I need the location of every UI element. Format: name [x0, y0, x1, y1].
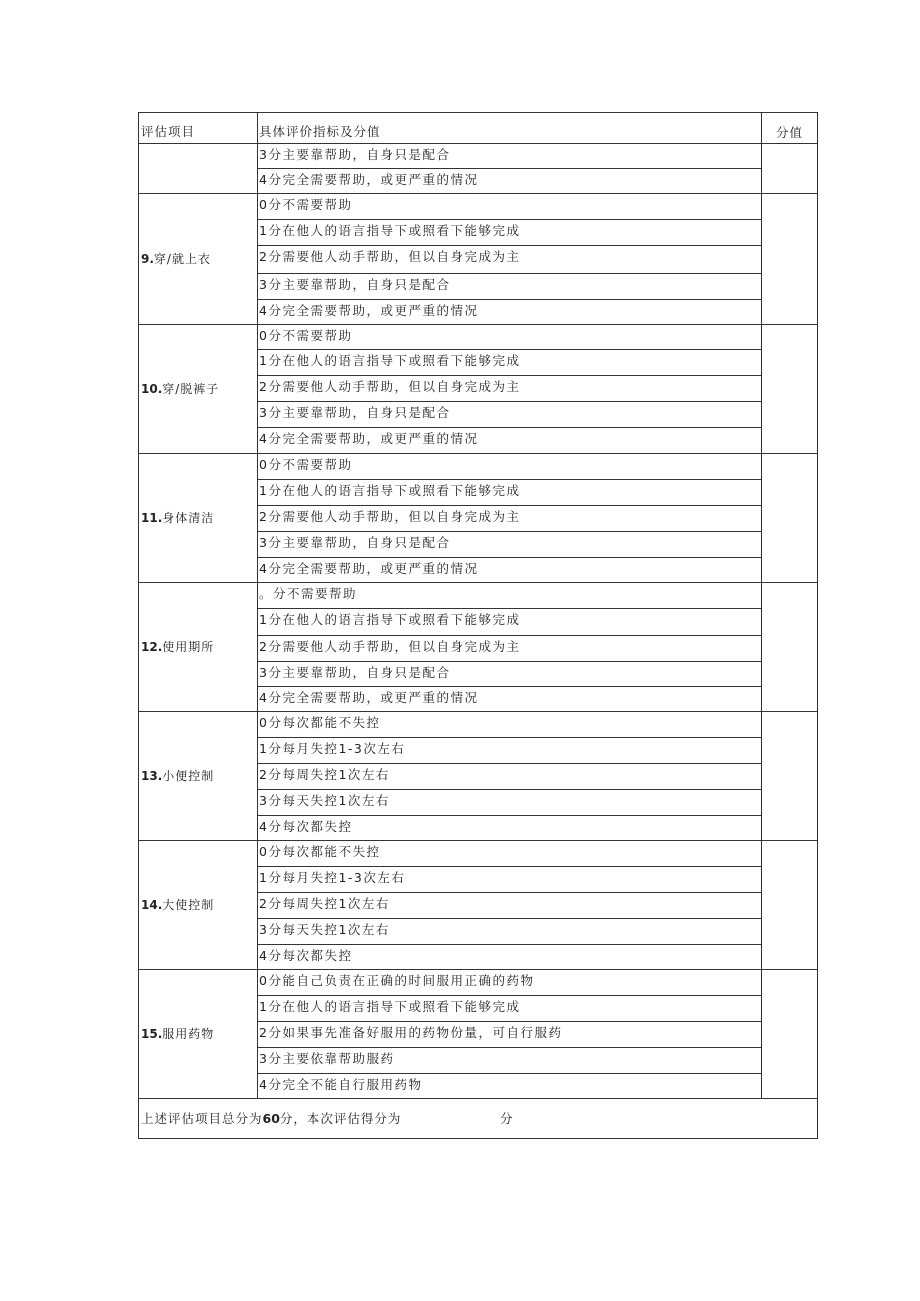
- criteria-text: 3分每天失控1次左右: [259, 793, 390, 808]
- criteria-text: 4分每次都失控: [259, 948, 353, 963]
- criteria-divider: [257, 737, 761, 738]
- item-number: 13.: [141, 769, 163, 783]
- total-suffix: 分: [500, 1111, 514, 1126]
- criteria-divider: [257, 531, 761, 532]
- criteria-divider: [257, 479, 761, 480]
- total-middle: 分，本次评估得分为: [279, 1111, 402, 1126]
- item-number: 15.: [141, 1027, 163, 1041]
- criteria-text: 4分每次都失控: [259, 819, 353, 834]
- criteria-text: 3分主要靠帮助，自身只是配合: [259, 535, 451, 550]
- item-number: 14.: [141, 898, 163, 912]
- item-label: [141, 897, 214, 913]
- criteria-text: 。分不需要帮助: [259, 586, 358, 601]
- criteria-divider: [257, 219, 761, 220]
- criteria-text: 3分主要靠帮助，自身只是配合: [259, 277, 451, 292]
- header-divider: [139, 143, 817, 144]
- group-divider: [139, 840, 817, 841]
- item-name: 穿/脱裤子: [162, 382, 220, 396]
- group-divider: [139, 324, 817, 325]
- header-item: 评估项目: [141, 124, 196, 139]
- criteria-divider: [257, 892, 761, 893]
- header-score: 分值: [776, 125, 804, 140]
- item-name: 穿/就上衣: [153, 252, 211, 266]
- criteria-text: 0分每次都能不失控: [259, 844, 381, 859]
- item-number: 10.: [141, 382, 163, 396]
- group-divider: [139, 582, 817, 583]
- criteria-text: 0分不需要帮助: [259, 328, 353, 343]
- criteria-text: 4分完全需要帮助，或更严重的情况: [259, 172, 479, 187]
- criteria-divider: [257, 815, 761, 816]
- criteria-text: 1分在他人的语言指导下或照看下能够完成: [259, 223, 521, 238]
- criteria-text: 3分主要靠帮助，自身只是配合: [259, 405, 451, 420]
- criteria-text: 1分在他人的语言指导下或照看下能够完成: [259, 612, 521, 627]
- item-label: [141, 768, 214, 784]
- criteria-text: 0分能自己负责在正确的时间服用正确的药物: [259, 973, 535, 988]
- criteria-divider: [257, 375, 761, 376]
- item-name: 小便控制: [162, 769, 215, 783]
- criteria-text: 0分每次都能不失控: [259, 715, 381, 730]
- criteria-text: 2分需要他人动手帮助，但以自身完成为主: [259, 509, 521, 524]
- criteria-text: 0分不需要帮助: [259, 457, 353, 472]
- item-label: [141, 1026, 214, 1042]
- criteria-divider: [257, 608, 761, 609]
- item-name: 使用期所: [162, 640, 215, 654]
- item-number: 11.: [141, 511, 163, 525]
- criteria-text: 2分需要他人动手帮助，但以自身完成为主: [259, 639, 521, 654]
- item-name: 大使控制: [162, 898, 215, 912]
- criteria-text: 1分在他人的语言指导下或照看下能够完成: [259, 353, 521, 368]
- criteria-text: 4分完全不能自行服用药物: [259, 1077, 423, 1092]
- item-name: 服用药物: [162, 1027, 215, 1041]
- criteria-text: 4分完全需要帮助，或更严重的情况: [259, 561, 479, 576]
- criteria-divider: [257, 401, 761, 402]
- criteria-text: 4分完全需要帮助，或更严重的情况: [259, 303, 479, 318]
- item-name: 身体清洁: [162, 511, 215, 525]
- criteria-text: 2分需要他人动手帮助，但以自身完成为主: [259, 249, 521, 264]
- criteria-divider: [257, 995, 761, 996]
- criteria-divider: [257, 1047, 761, 1048]
- group-divider: [139, 453, 817, 454]
- total-max-score: 60: [262, 1111, 280, 1126]
- criteria-divider: [257, 349, 761, 350]
- criteria-divider: [257, 661, 761, 662]
- criteria-text: 0分不需要帮助: [259, 197, 353, 212]
- criteria-text: 2分如果事先准备好服用的药物份量，可自行服药: [259, 1025, 563, 1040]
- criteria-divider: [257, 299, 761, 300]
- divider-item-criteria: [257, 113, 258, 1098]
- criteria-divider: [257, 789, 761, 790]
- criteria-divider: [257, 273, 761, 274]
- item-label: [141, 510, 214, 526]
- criteria-text: 1分每月失控1-3次左右: [259, 741, 406, 756]
- group-divider: [139, 193, 817, 194]
- divider-criteria-score: [761, 113, 762, 1098]
- assessment-table: [138, 112, 818, 1139]
- item-number: 9.: [141, 252, 154, 266]
- criteria-text: 3分每天失控1次左右: [259, 922, 390, 937]
- item-label: [141, 251, 211, 267]
- group-divider: [139, 969, 817, 970]
- criteria-divider: [257, 944, 761, 945]
- criteria-text: 2分每周失控1次左右: [259, 767, 390, 782]
- criteria-divider: [257, 245, 761, 246]
- criteria-text: 1分在他人的语言指导下或照看下能够完成: [259, 483, 521, 498]
- criteria-text: 3分主要依靠帮助服药: [259, 1051, 395, 1066]
- criteria-divider: [257, 427, 761, 428]
- criteria-text: 1分每月失控1-3次左右: [259, 870, 406, 885]
- criteria-text: 2分每周失控1次左右: [259, 896, 390, 911]
- item-label: [141, 639, 214, 655]
- total-prefix: 上述评估项目总分为: [141, 1111, 263, 1126]
- criteria-text: 1分在他人的语言指导下或照看下能够完成: [259, 999, 521, 1014]
- criteria-text: 4分完全需要帮助，或更严重的情况: [259, 431, 479, 446]
- criteria-divider: [257, 763, 761, 764]
- criteria-divider: [257, 557, 761, 558]
- criteria-divider: [257, 505, 761, 506]
- criteria-divider: [257, 918, 761, 919]
- criteria-divider: [257, 866, 761, 867]
- criteria-divider: [257, 1021, 761, 1022]
- criteria-text: 4分完全需要帮助，或更严重的情况: [259, 690, 479, 705]
- total-score-line: [141, 1111, 401, 1127]
- criteria-divider: [257, 635, 761, 636]
- header-criteria: 具体评价指标及分值: [259, 124, 381, 139]
- criteria-text: 2分需要他人动手帮助，但以自身完成为主: [259, 379, 521, 394]
- footer-divider: [139, 1098, 817, 1099]
- item-number: 12.: [141, 640, 163, 654]
- criteria-divider: [257, 686, 761, 687]
- item-label: [141, 381, 219, 397]
- criteria-text: 3分主要靠帮助，自身只是配合: [259, 147, 451, 162]
- criteria-text: 3分主要靠帮助，自身只是配合: [259, 665, 451, 680]
- criteria-divider: [257, 1073, 761, 1074]
- criteria-divider: [257, 168, 761, 169]
- group-divider: [139, 711, 817, 712]
